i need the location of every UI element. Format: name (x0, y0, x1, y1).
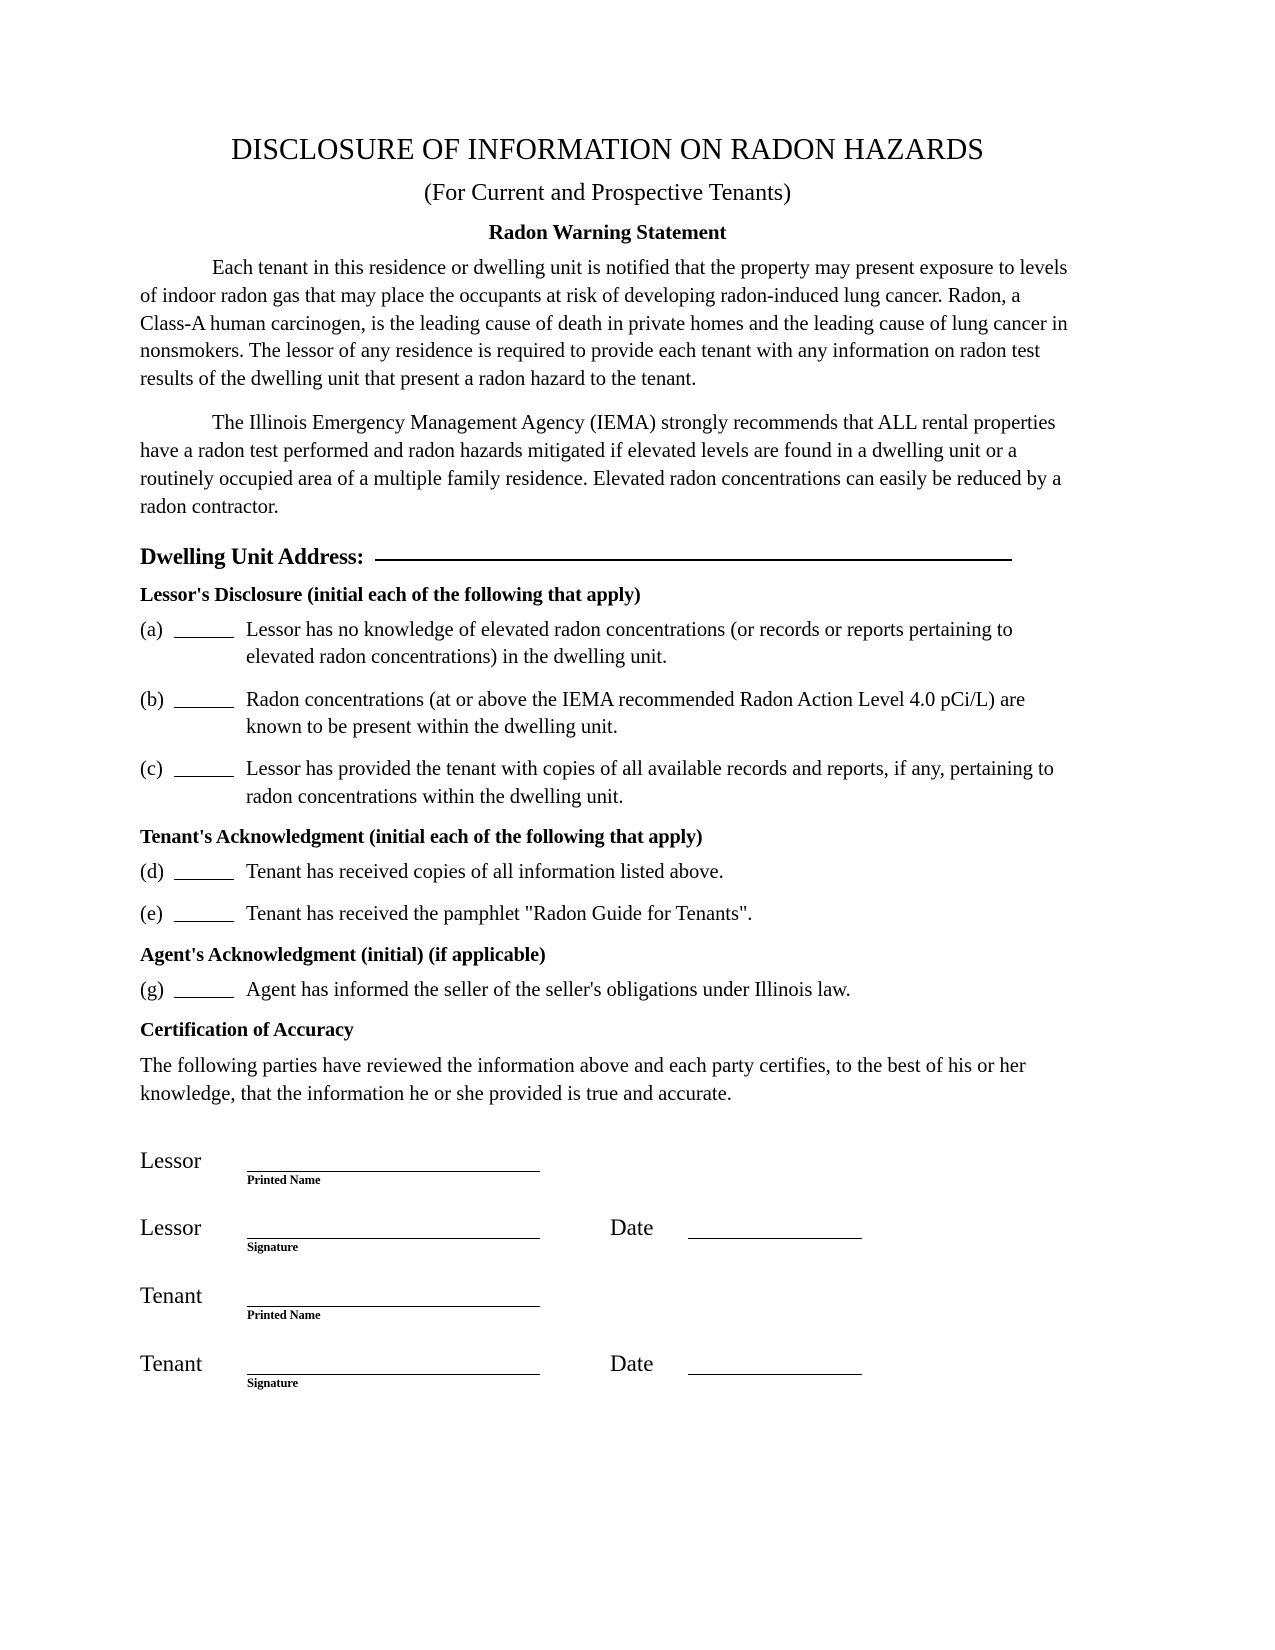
item-letter-e: (e) (140, 903, 163, 926)
lessor-date-input[interactable] (688, 1212, 862, 1239)
initial-blank-g[interactable] (174, 979, 234, 998)
initial-blank-d[interactable] (174, 861, 234, 880)
tenant-signature-input[interactable] (247, 1348, 540, 1375)
signature-field (247, 1212, 540, 1255)
paragraph-certification: The following parties have reviewed the information above and each party certifies, to the best of his or her knowledge, that the information he or she provided is true and accurate. (140, 1055, 1026, 1106)
item-text-c: Lessor has provided the tenant with copies of all available records and reports, if any, pertaining to radon concentrations within the dwelling unit. (246, 758, 1054, 808)
list-item-g (140, 977, 1075, 1004)
date-field (688, 1212, 862, 1239)
signature-caption: Printed Name (247, 1172, 321, 1187)
item-letter-b: (b) (140, 688, 165, 711)
date-field (688, 1348, 862, 1375)
lessor-printed-name-input[interactable] (247, 1145, 540, 1172)
item-text-g: Agent has informed the seller of the seller's obligations under Illinois law. (246, 978, 851, 1001)
item-text-e: Tenant has received the pamphlet "Radon Guide for Tenants". (246, 903, 753, 926)
heading-tenants-acknowledgment: Tenant's Acknowledgment (initial each of the following that apply) (140, 826, 703, 849)
signature-row-tenant-signature (140, 1348, 1075, 1391)
signature-field (247, 1145, 540, 1188)
signature-row-tenant-printed-name (140, 1280, 1075, 1323)
initial-blank-e[interactable] (174, 903, 234, 922)
list-item-e (140, 901, 1075, 928)
heading-lessors-disclosure: Lessor's Disclosure (initial each of the following that apply) (140, 583, 641, 606)
list-item-c (140, 756, 1075, 811)
signature-caption: Printed Name (247, 1308, 321, 1323)
date-label: Date (610, 1350, 654, 1376)
item-text-a: Lessor has no knowledge of elevated radon concentrations (or records or reports pertaining to elevated radon concentrations) in the dwelling unit. (246, 618, 1013, 669)
item-letter-d: (d) (140, 861, 165, 884)
signature-caption: Signature (247, 1375, 298, 1390)
signature-block (140, 1145, 1075, 1391)
signature-role-label: Tenant (140, 1283, 203, 1309)
signature-caption: Signature (247, 1240, 298, 1255)
signature-role-label: Lessor (140, 1215, 202, 1241)
tenant-date-input[interactable] (688, 1348, 862, 1375)
list-item-d (140, 859, 1075, 886)
item-text-d: Tenant has received copies of all information listed above. (246, 861, 724, 884)
page-title: DISCLOSURE OF INFORMATION ON RADON HAZARDS (231, 132, 984, 166)
paragraph-text: The Illinois Emergency Management Agency (IEMA) strongly recommends that ALL rental properties have a radon test performed and radon hazards mitigated if elevated levels are found in a dwelling unit or a routinely occupied area of a multiple family residence. Elevated radon concentrations can easily be reduced by a radon contractor. (140, 412, 1062, 518)
list-item-a (140, 617, 1075, 672)
dwelling-unit-address-input[interactable] (375, 559, 1012, 561)
list-item-b (140, 687, 1075, 742)
paragraph-radon-warning (140, 255, 1075, 394)
page-subtitle: (For Current and Prospective Tenants) (423, 180, 792, 207)
initial-blank-b[interactable] (174, 689, 234, 708)
item-letter-c: (c) (140, 758, 163, 781)
initial-blank-a[interactable] (174, 619, 234, 638)
signature-row-lessor-printed-name (140, 1145, 1075, 1188)
tenant-printed-name-input[interactable] (247, 1280, 540, 1307)
dwelling-unit-address-row (140, 544, 1075, 570)
section-title-radon-warning: Radon Warning Statement (488, 219, 727, 244)
item-letter-a: (a) (140, 618, 163, 641)
signature-field (247, 1348, 540, 1391)
signature-field (247, 1280, 540, 1323)
item-letter-g: (g) (140, 978, 165, 1001)
signature-role-label: Lessor (140, 1147, 202, 1173)
heading-agents-acknowledgment: Agent's Acknowledgment (initial) (if applicable) (140, 943, 546, 966)
signature-row-lessor-signature (140, 1212, 1075, 1255)
paragraph-text: Each tenant in this residence or dwelling unit is notified that the property may present exposure to levels of indoor radon gas that may place the occupants at risk of developing radon-induced lung cancer. Radon, a Class-A human carcinogen, is the leading cause of death in private homes and the leading cause of lung cancer in nonsmokers. The lessor of any residence is required to provide each tenant with any information on radon test results of the dwelling unit that present a radon hazard to the tenant. (140, 256, 1068, 391)
lessor-signature-input[interactable] (247, 1212, 540, 1239)
dwelling-unit-address-label: Dwelling Unit Address: (140, 543, 364, 569)
heading-certification-of-accuracy: Certification of Accuracy (140, 1019, 354, 1042)
date-label: Date (610, 1215, 654, 1241)
signature-role-label: Tenant (140, 1350, 203, 1376)
document-content (140, 132, 1075, 1416)
paragraph-iema-recommendation (140, 410, 1075, 522)
initial-blank-c[interactable] (174, 758, 234, 777)
item-text-b: Radon concentrations (at or above the IEMA recommended Radon Action Level 4.0 pCi/L) are known to be present within the dwelling unit. (246, 688, 1026, 738)
